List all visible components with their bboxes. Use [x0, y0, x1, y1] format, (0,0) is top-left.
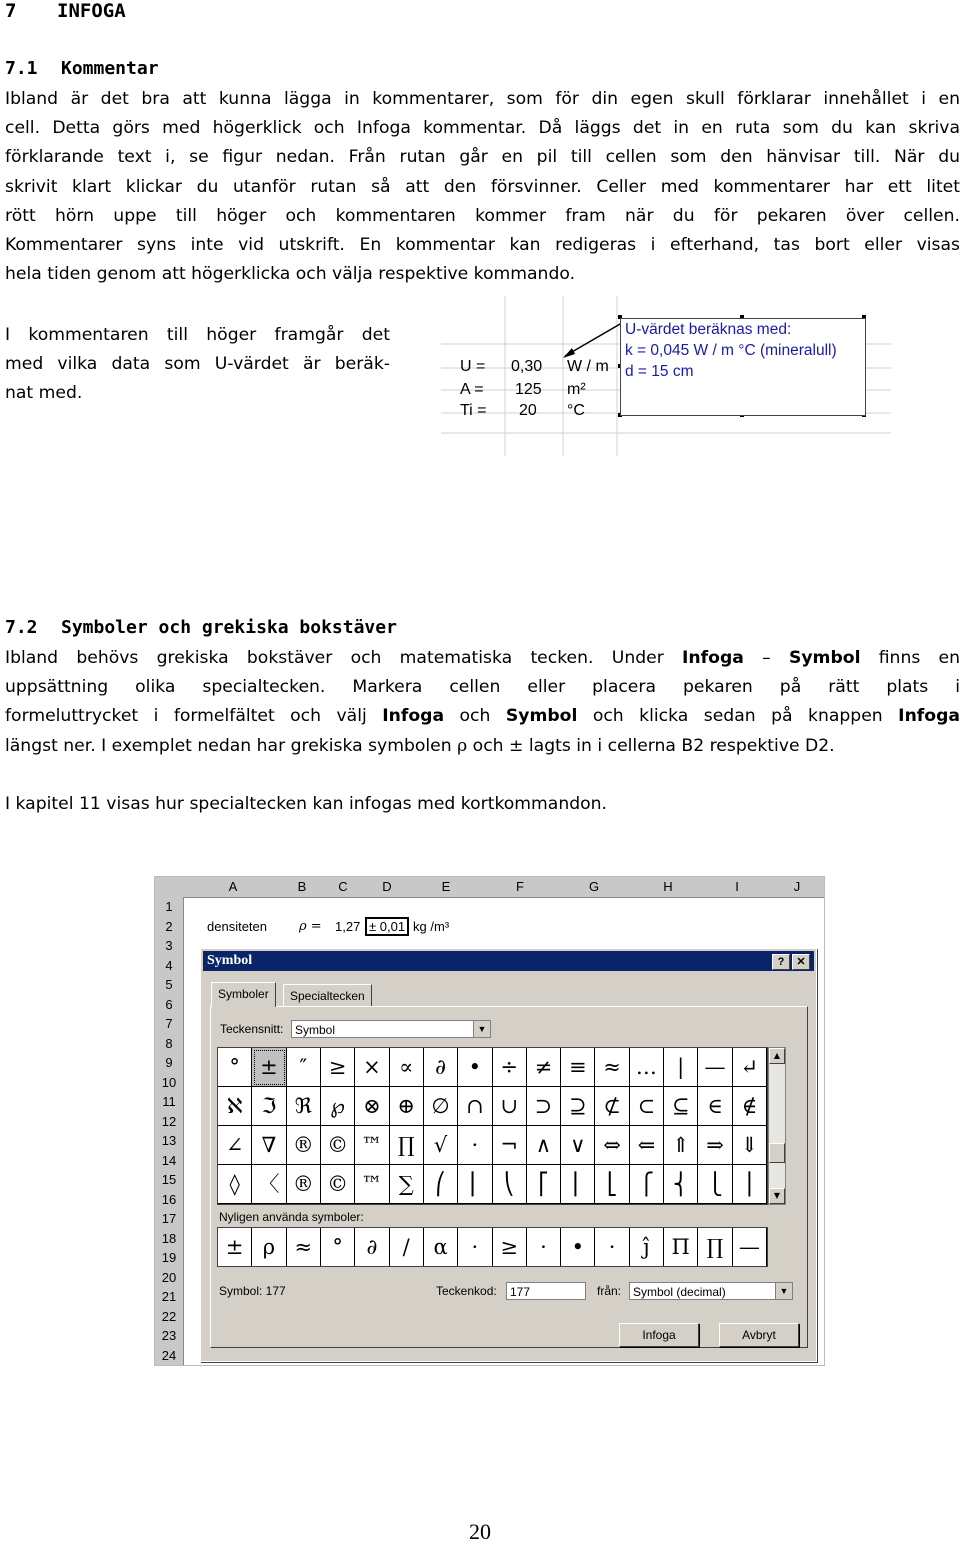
bold-text: Symbol — [788, 648, 861, 668]
section-number: 7.2 — [5, 617, 38, 638]
symbol-cell[interactable]: ⇑ — [664, 1126, 698, 1165]
symbol-cell[interactable]: ⎡ — [527, 1165, 561, 1204]
insert-button[interactable]: Infoga — [619, 1323, 699, 1347]
comment-line: k = 0,045 W / m °C (mineralull) — [625, 342, 837, 359]
recent-symbol-cell[interactable]: ⋅ — [458, 1228, 492, 1266]
symbol-cell[interactable]: ∠ — [218, 1126, 252, 1165]
symbol-cell[interactable]: ⇔ — [595, 1126, 629, 1165]
symbol-cell[interactable]: ℘ — [321, 1087, 355, 1126]
bold-text: Symbol — [505, 706, 578, 727]
row-header[interactable]: 2 — [165, 918, 173, 934]
cell-e2[interactable]: kg /m³ — [413, 919, 450, 934]
symbol-cell[interactable]: ∝ — [390, 1048, 424, 1087]
symbol-cell[interactable]: ⎢ — [561, 1165, 595, 1204]
u-unit: W / m — [567, 358, 609, 375]
bold-text: Infoga — [682, 648, 744, 668]
symbol-cell[interactable]: ◊ — [218, 1165, 252, 1204]
symbol-cell[interactable]: ™ — [355, 1165, 389, 1204]
row-header[interactable]: 23 — [161, 1328, 177, 1343]
recent-symbol-cell[interactable]: ≥ — [493, 1228, 527, 1266]
u-value: 0,30 — [511, 358, 543, 375]
symbol-cell[interactable]: ⋅ — [458, 1126, 492, 1165]
para-line: Kommentarer syns inte vid utskrift. En kommentar kan redigeras i efterhand, tas bort eller visas — [5, 235, 960, 256]
text-run: finns en — [860, 648, 960, 668]
text-run: lagts in i cellerna B2 respektive D2. — [523, 735, 835, 756]
from-dropdown[interactable] — [629, 1282, 793, 1300]
dialog-title: Symbol — [207, 953, 253, 968]
recent-symbol-cell[interactable]: ± — [218, 1228, 252, 1266]
chapter-heading — [5, 0, 126, 22]
text-run: och klicka sedan på knappen — [577, 706, 899, 727]
section-number: 7.1 — [5, 58, 38, 79]
text-run: – — [743, 648, 789, 668]
font-label: Teckensnitt: — [220, 1022, 284, 1036]
recent-symbol-cell[interactable]: ≈ — [287, 1228, 321, 1266]
symbol-cell[interactable]: ⎝ — [493, 1165, 527, 1204]
row-header[interactable]: 9 — [165, 1055, 173, 1070]
row-header[interactable]: 8 — [165, 1035, 173, 1051]
recent-symbol-cell[interactable]: Π — [664, 1228, 698, 1266]
text-run: Ibland behövs grekiska bokstäver och matematiska tecken. Under — [5, 648, 664, 668]
symbol-cell[interactable]: | — [664, 1048, 698, 1087]
symbol-cell[interactable]: ∈ — [698, 1087, 732, 1126]
column-header[interactable]: C — [338, 879, 348, 894]
symbol-cell[interactable]: ⊆ — [664, 1087, 698, 1126]
symbol-cell[interactable]: ⊗ — [355, 1087, 389, 1126]
excel-symbol-figure — [154, 876, 825, 1366]
text-run: längst ner. I exemplet nedan har grekiska symbolen — [5, 735, 458, 756]
symbol-cell[interactable]: ⊕ — [390, 1087, 424, 1126]
symbol-cell[interactable]: • — [458, 1048, 492, 1087]
symbol-cell[interactable]: ↵ — [733, 1048, 767, 1087]
page-number: 20 — [469, 1519, 491, 1544]
symbol-cell[interactable]: ″ — [287, 1048, 321, 1087]
symbol-dialog — [200, 948, 817, 1362]
a-unit: m² — [567, 381, 586, 398]
recent-symbols-grid — [217, 1227, 768, 1267]
symbol-cell[interactable]: ™ — [355, 1126, 389, 1165]
symbol-cell[interactable]: ℜ — [287, 1087, 321, 1126]
symbol-cell[interactable]: ∅ — [424, 1087, 458, 1126]
row-header[interactable]: 6 — [165, 996, 173, 1012]
symbol-cell[interactable]: … — [630, 1048, 664, 1087]
symbol-cell[interactable]: ∏ — [390, 1126, 424, 1165]
from-value: Symbol (decimal) — [633, 1285, 726, 1299]
symbol-cell[interactable]: ℵ — [218, 1087, 252, 1126]
row-header[interactable]: 1 — [165, 899, 173, 914]
rho-symbol: ρ — [457, 735, 468, 756]
recent-symbol-cell[interactable]: ∂ — [355, 1228, 389, 1266]
symbol-cell[interactable]: ≡ — [561, 1048, 595, 1087]
para-line — [5, 644, 960, 673]
symbol-cell[interactable]: ⇐ — [630, 1126, 664, 1165]
para-line: förklarande text i, se figur nedan. Från rutan går en pil till cellen som den hänvisar till. När du — [5, 147, 960, 168]
symbol-cell[interactable]: ⇓ — [733, 1126, 767, 1165]
symbol-cell[interactable]: ∉ — [733, 1087, 767, 1126]
chevron-down-icon[interactable]: ▼ — [775, 1283, 792, 1299]
row-header[interactable]: 18 — [161, 1230, 177, 1246]
column-header[interactable]: D — [382, 879, 392, 894]
row-header[interactable]: 7 — [165, 1016, 173, 1031]
row-header[interactable]: 22 — [161, 1308, 177, 1324]
row-header[interactable]: 13 — [161, 1133, 177, 1148]
para-line: hela tiden genom att högerklicka och välja respektive kommando. — [5, 264, 576, 285]
row-header[interactable]: 17 — [161, 1211, 177, 1226]
recent-symbol-cell[interactable]: / — [390, 1228, 424, 1266]
tab-symbols[interactable] — [211, 982, 276, 1007]
paragraph-kapitel — [5, 790, 960, 819]
symbol-cell[interactable]: ⎩ — [698, 1165, 732, 1204]
recent-symbol-cell[interactable]: ° — [321, 1228, 355, 1266]
tab-special-characters[interactable] — [283, 984, 372, 1007]
tab-label: Symboler — [218, 987, 269, 1001]
row-header[interactable]: 15 — [161, 1172, 177, 1187]
symbol-cell[interactable]: ∑ — [390, 1165, 424, 1204]
symbol-cell[interactable]: × — [355, 1048, 389, 1087]
recent-symbol-cell[interactable]: — — [733, 1228, 767, 1266]
row-headers — [155, 897, 184, 1365]
section-heading-7-2 — [5, 617, 397, 638]
row-header[interactable]: 5 — [165, 977, 173, 992]
comment-box[interactable] — [620, 318, 866, 416]
symbol-cell[interactable]: ⎛ — [424, 1165, 458, 1204]
chapter-number: 7 — [5, 0, 17, 22]
para-line: cell. Detta görs med högerklick och Infoga kommentar. Då läggs det in en ruta som du kan skriva — [5, 118, 960, 139]
a-value: 125 — [515, 381, 542, 398]
symbol-cell[interactable]: ⎜ — [458, 1165, 492, 1204]
symbol-cell[interactable]: ⇒ — [698, 1126, 732, 1165]
recent-symbol-cell[interactable]: ρ — [252, 1228, 286, 1266]
row-header[interactable]: 10 — [161, 1074, 177, 1090]
symbol-cell[interactable]: ≠ — [527, 1048, 561, 1087]
column-header[interactable]: B — [297, 879, 307, 894]
side-text — [5, 321, 390, 409]
row-header[interactable]: 24 — [161, 1347, 177, 1363]
section-title: Symboler och grekiska bokstäver — [61, 617, 397, 638]
symbol-cell[interactable]: ∨ — [561, 1126, 595, 1165]
symbol-cell[interactable]: © — [321, 1126, 355, 1165]
ti-label: Ti = — [460, 402, 487, 419]
row-header[interactable]: 12 — [161, 1113, 177, 1129]
para-line: skrivit klart klickar du utanför rutan så att den försvinner. Celler med kommentarer har ett litet — [5, 176, 960, 197]
symbol-cell[interactable]: ∩ — [458, 1087, 492, 1126]
section-title: Kommentar — [61, 58, 159, 79]
symbol-cell[interactable]: © — [321, 1165, 355, 1204]
a-label: A = — [460, 381, 484, 398]
section-heading-7-1 — [5, 58, 159, 79]
row-header[interactable]: 19 — [161, 1250, 177, 1265]
ti-value: 20 — [519, 402, 537, 419]
symbol-cell[interactable]: ÷ — [493, 1048, 527, 1087]
text-run: och — [444, 706, 506, 727]
column-headers — [155, 877, 824, 898]
para-line: rött hörn uppe till höger och kommentaren kommer fram när du för pekaren över cellen. — [5, 205, 960, 226]
symbol-cell[interactable]: ∧ — [527, 1126, 561, 1165]
column-header[interactable]: I — [735, 879, 739, 894]
para-line: I kapitel 11 visas hur specialtecken kan infogas med kortkommandon. — [5, 794, 607, 814]
para-line: nat med. — [5, 383, 83, 404]
cell-d2-selected[interactable]: ± 0,01 — [365, 917, 409, 936]
column-header[interactable]: G — [588, 879, 600, 894]
paragraph-kommentar — [5, 85, 960, 289]
symbol-cell[interactable]: ⊃ — [527, 1087, 561, 1126]
symbol-cell[interactable]: ¬ — [493, 1126, 527, 1165]
symbol-cell[interactable]: ≥ — [321, 1048, 355, 1087]
cell-b2[interactable]: ρ = — [299, 919, 322, 934]
cell-a2[interactable]: densiteten — [207, 919, 267, 934]
symbol-cell[interactable]: ⊄ — [595, 1087, 629, 1126]
close-button[interactable]: ✕ — [792, 954, 810, 970]
para-line — [5, 732, 960, 761]
symbol-cell[interactable]: ® — [287, 1165, 321, 1204]
recent-symbols-label: Nyligen använda symboler: — [219, 1210, 364, 1224]
symbol-cell[interactable]: ± — [252, 1048, 286, 1087]
text-run: och — [467, 735, 510, 756]
recent-symbol-cell[interactable]: ⋅ — [595, 1228, 629, 1266]
row-header[interactable]: 4 — [165, 957, 173, 973]
para-line — [5, 702, 960, 731]
symbol-grid-scrollbar[interactable] — [768, 1047, 786, 1205]
font-dropdown[interactable] — [291, 1020, 491, 1038]
recent-symbol-cell[interactable]: ∏ — [698, 1228, 732, 1266]
row-header[interactable]: 16 — [161, 1191, 177, 1207]
symbol-cell[interactable]: 〈 — [252, 1165, 286, 1204]
row-header[interactable]: 3 — [165, 938, 173, 953]
comment-line: d = 15 cm — [625, 363, 694, 380]
symbol-grid — [217, 1047, 768, 1205]
recent-symbol-cell[interactable]: ĵ — [630, 1228, 664, 1266]
tab-label: Specialtecken — [290, 989, 365, 1003]
bold-text: Infoga — [382, 706, 445, 727]
symbol-cell[interactable]: ∂ — [424, 1048, 458, 1087]
symbol-cell[interactable]: ⎪ — [733, 1165, 767, 1204]
row-header[interactable]: 11 — [162, 1094, 176, 1109]
symbol-code-info: Symbol: 177 — [219, 1284, 286, 1298]
symbol-cell[interactable]: ° — [218, 1048, 252, 1087]
recent-symbol-cell[interactable]: • — [561, 1228, 595, 1266]
comment-figure — [441, 296, 891, 456]
character-code-field[interactable]: 177 — [506, 1282, 586, 1300]
scroll-down-icon[interactable]: ▼ — [769, 1188, 785, 1204]
column-header[interactable]: A — [228, 879, 238, 894]
symbol-cell[interactable]: √ — [424, 1126, 458, 1165]
symbol-cell[interactable]: ⊇ — [561, 1087, 595, 1126]
column-header[interactable]: J — [793, 879, 801, 894]
scroll-up-icon[interactable]: ▲ — [769, 1048, 785, 1064]
para-line: uppsättning olika specialtecken. Markera cellen eller placera pekaren på rätt plats i — [5, 677, 960, 698]
row-header[interactable]: 21 — [161, 1289, 177, 1304]
symbol-cell[interactable]: ∪ — [493, 1087, 527, 1126]
chevron-down-icon[interactable]: ▼ — [473, 1021, 490, 1037]
para-line: med vilka data som U-värdet är beräk- — [5, 354, 390, 375]
symbol-cell[interactable]: — — [698, 1048, 732, 1087]
plus-minus-symbol: ± — [509, 735, 524, 756]
symbol-cell[interactable]: ⎨ — [664, 1165, 698, 1204]
chapter-title: INFOGA — [57, 0, 126, 22]
column-header[interactable]: H — [663, 879, 673, 894]
from-label: från: — [597, 1284, 622, 1298]
bold-text: Infoga — [898, 706, 960, 727]
para-line: Ibland är det bra att kunna lägga in kommentarer, som för din egen skull förklarar innehållet i en — [5, 89, 960, 109]
symbol-cell[interactable]: ℑ — [252, 1087, 286, 1126]
recent-symbol-cell[interactable]: ⋅ — [527, 1228, 561, 1266]
row-header[interactable]: 14 — [161, 1152, 177, 1168]
symbol-cell[interactable]: ⎣ — [595, 1165, 629, 1204]
para-line: I kommentaren till höger framgår det — [5, 325, 390, 345]
character-code-label: Teckenkod: — [436, 1284, 497, 1298]
row-header[interactable]: 20 — [161, 1269, 177, 1285]
help-button[interactable]: ? — [772, 954, 790, 970]
u-label: U = — [460, 358, 486, 375]
text-run: formeluttrycket i formelfältet och välj — [5, 706, 383, 727]
recent-symbol-cell[interactable]: α — [424, 1228, 458, 1266]
scrollbar-thumb[interactable] — [769, 1143, 785, 1163]
paragraph-symboler — [5, 644, 960, 761]
comment-line: U-värdet beräknas med: — [625, 321, 792, 338]
ti-unit: °C — [567, 402, 585, 419]
symbol-cell[interactable]: ≈ — [595, 1048, 629, 1087]
cancel-button[interactable]: Avbryt — [719, 1323, 799, 1347]
symbol-cell[interactable]: ∇ — [252, 1126, 286, 1165]
symbol-cell[interactable]: ⊂ — [630, 1087, 664, 1126]
dialog-title-bar[interactable] — [203, 951, 814, 971]
symbol-cell[interactable]: ® — [287, 1126, 321, 1165]
column-header[interactable]: E — [441, 879, 451, 894]
cell-c2[interactable]: 1,27 — [335, 919, 361, 934]
symbol-cell[interactable]: ⎧ — [630, 1165, 664, 1204]
column-header[interactable]: F — [516, 879, 524, 894]
font-value: Symbol — [295, 1023, 336, 1037]
